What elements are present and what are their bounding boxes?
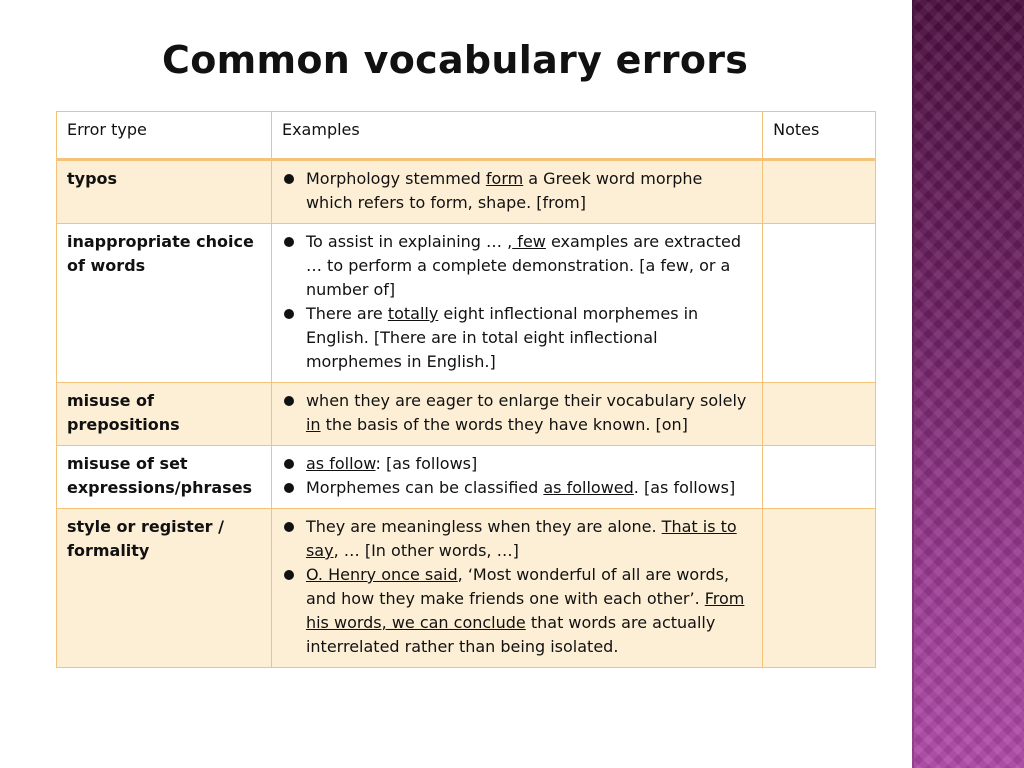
examples-cell — [271, 224, 762, 383]
error-type-cell: typos — [57, 160, 272, 224]
notes-cell — [763, 446, 876, 509]
example-text: when they are eager to enlarge their vocabulary solely — [305, 391, 747, 410]
bullet-icon — [284, 522, 294, 532]
table-body — [57, 160, 876, 668]
side-band-edge — [912, 0, 914, 768]
examples-cell — [271, 446, 762, 509]
error-type-cell: misuse of prepositions — [57, 383, 272, 446]
example-text: that words are actually interrelated rather than being isolated. — [305, 613, 716, 656]
underlined-error-text: O. Henry once said — [305, 565, 458, 584]
underlined-error-text: few — [512, 232, 546, 251]
example-item — [282, 515, 752, 563]
bullet-icon — [284, 174, 294, 184]
table-row — [57, 224, 876, 383]
vocabulary-errors-table — [56, 111, 876, 668]
example-item — [282, 563, 752, 659]
underlined-error-text: totally — [387, 304, 439, 323]
examples-cell — [271, 160, 762, 224]
table-row — [57, 160, 876, 224]
bullet-icon — [284, 483, 294, 493]
example-text: . [as follows] — [633, 478, 736, 497]
example-text: , … [In other words, …] — [333, 541, 519, 560]
example-text: examples are extracted … to perform a complete demonstration. [a few, or a number of] — [305, 232, 741, 299]
example-text: , ‘Most wonderful of all are words, and how they make friends one with each other’. — [305, 565, 730, 608]
example-text: a Greek word morphe which refers to form, shape. [from] — [305, 169, 703, 212]
underlined-error-text: as follow — [305, 454, 376, 473]
examples-cell — [271, 509, 762, 668]
example-text: : [as follows] — [375, 454, 478, 473]
bullet-icon — [284, 459, 294, 469]
notes-cell — [763, 160, 876, 224]
example-item — [282, 452, 752, 476]
header-error-type: Error type — [57, 112, 272, 160]
bullet-icon — [284, 237, 294, 247]
decorative-side-band — [912, 0, 1024, 768]
underlined-error-text: as followed — [543, 478, 634, 497]
example-item — [282, 389, 752, 437]
notes-cell — [763, 383, 876, 446]
example-text: the basis of the words they have known. [on] — [320, 415, 688, 434]
table-header-row — [57, 112, 876, 160]
error-type-cell: misuse of set expressions/phrases — [57, 446, 272, 509]
example-text: They are meaningless when they are alone. — [305, 517, 662, 536]
example-text: Morphology stemmed — [305, 169, 486, 188]
example-list — [282, 515, 752, 659]
example-text: There are — [305, 304, 388, 323]
notes-cell — [763, 509, 876, 668]
example-text: Morphemes can be classified — [305, 478, 544, 497]
example-text: eight inflectional morphemes in English. [There are in total eight inflectional morphemes in English.] — [305, 304, 699, 371]
header-examples: Examples — [271, 112, 762, 160]
examples-cell — [271, 383, 762, 446]
bullet-icon — [284, 396, 294, 406]
table-row — [57, 509, 876, 668]
example-item — [282, 302, 752, 374]
table-row — [57, 383, 876, 446]
header-notes: Notes — [763, 112, 876, 160]
underlined-error-text: form — [485, 169, 524, 188]
example-item — [282, 230, 752, 302]
example-list — [282, 389, 752, 437]
underlined-error-text: That is to say — [305, 517, 737, 560]
slide-title: Common vocabulary errors — [162, 38, 749, 82]
example-list — [282, 230, 752, 374]
error-type-cell: style or register / formality — [57, 509, 272, 668]
example-item — [282, 167, 752, 215]
example-text: To assist in explaining … , — [305, 232, 513, 251]
table-row — [57, 446, 876, 509]
underlined-error-text: From his words, we can conclude — [305, 589, 745, 632]
underlined-error-text: in — [305, 415, 321, 434]
error-type-cell: inappropriate choice of words — [57, 224, 272, 383]
bullet-icon — [284, 309, 294, 319]
example-list — [282, 452, 752, 500]
example-list — [282, 167, 752, 215]
bullet-icon — [284, 570, 294, 580]
example-item — [282, 476, 752, 500]
notes-cell — [763, 224, 876, 383]
